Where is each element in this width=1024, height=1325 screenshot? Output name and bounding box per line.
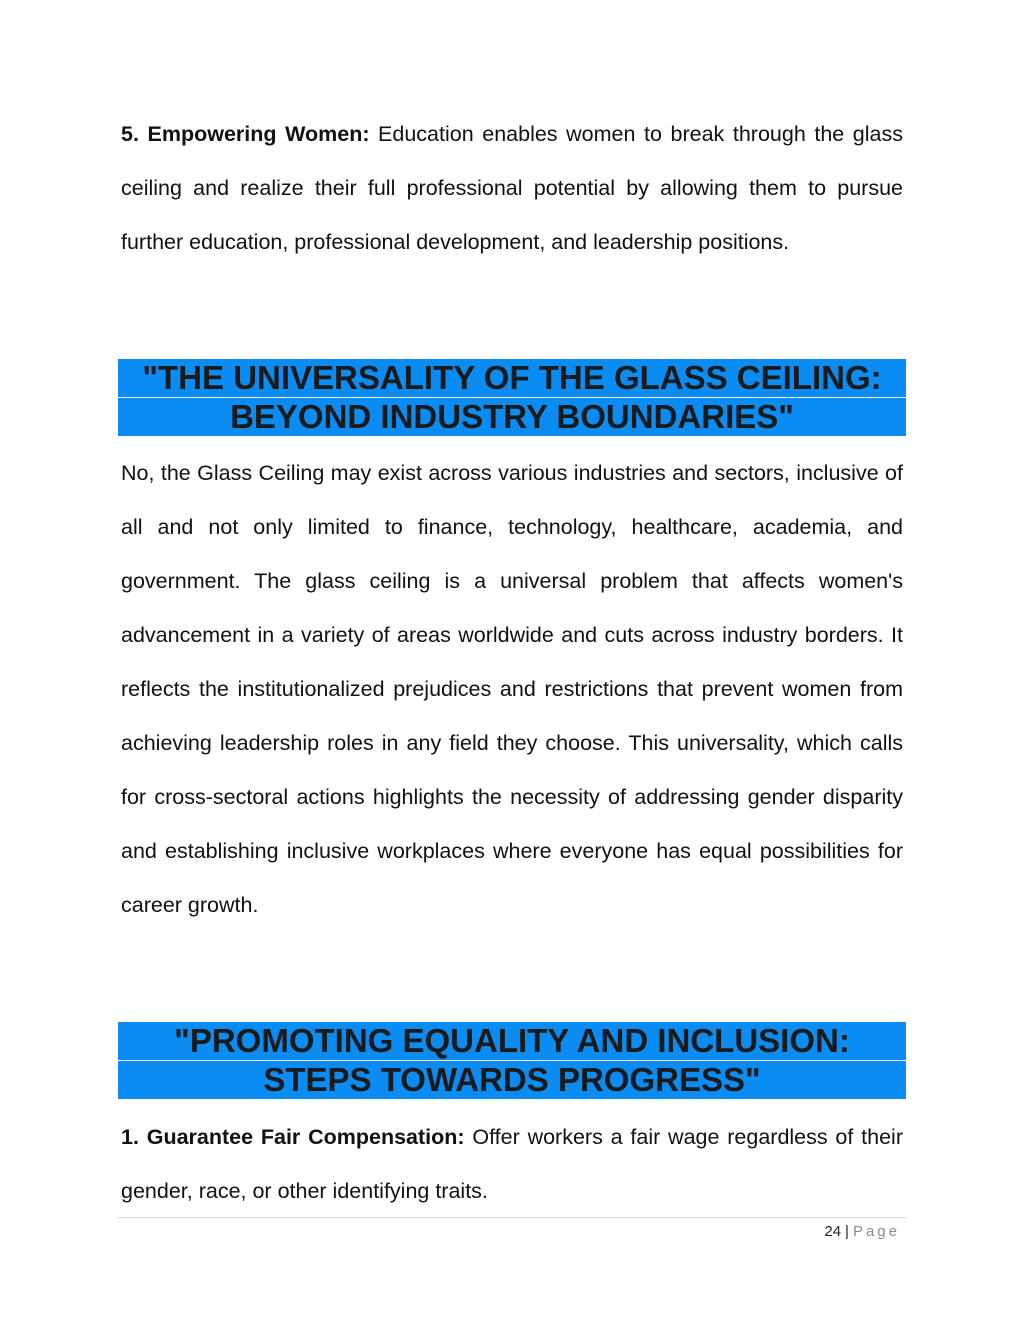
heading-universality-line1: "THE UNIVERSALITY OF THE GLASS CEILING: [142,359,882,396]
footer-divider [118,1217,906,1218]
page-number: 24 [824,1223,842,1240]
fair-compensation-lead: 1. Guarantee Fair Compensation: [121,1125,465,1149]
footer-separator: | [845,1223,849,1240]
fair-compensation-paragraph [121,1110,903,1218]
fair-compensation-text: Offer workers a fair wage regardless of their gender, race, or other identifying traits. [121,1125,903,1203]
heading-universality-line2: BEYOND INDUSTRY BOUNDARIES" [118,397,906,436]
empowering-women-paragraph [121,107,903,269]
empowering-women-text: Education enables women to break through the glass ceiling and realize their full professional potential by allowing them to pursue further education, professional development, and leadership positions. [121,122,903,254]
heading-universality [118,359,906,436]
heading-promoting-line2: STEPS TOWARDS PROGRESS" [118,1060,906,1099]
heading-promoting-line1: "PROMOTING EQUALITY AND INCLUSION: [174,1022,850,1059]
heading-promoting-equality [118,1022,906,1099]
universality-paragraph: No, the Glass Ceiling may exist across various industries and sectors, inclusive of all and not only limited to finance, technology, healthcare, academia, and government. The glass ceiling is a universal problem that affects women's advancement in a variety of areas worldwide and cuts across industry borders. It reflects the institutionalized prejudices and restrictions that prevent women from achieving leadership roles in any field they choose. This universality, which calls for cross-sectoral actions highlights the necessity of addressing gender disparity and establishing inclusive workplaces where everyone has equal possibilities for career growth. [121,461,903,917]
empowering-women-lead: 5. Empowering Women: [121,122,370,146]
page-label: Page [852,1223,900,1240]
page-footer [824,1222,900,1242]
